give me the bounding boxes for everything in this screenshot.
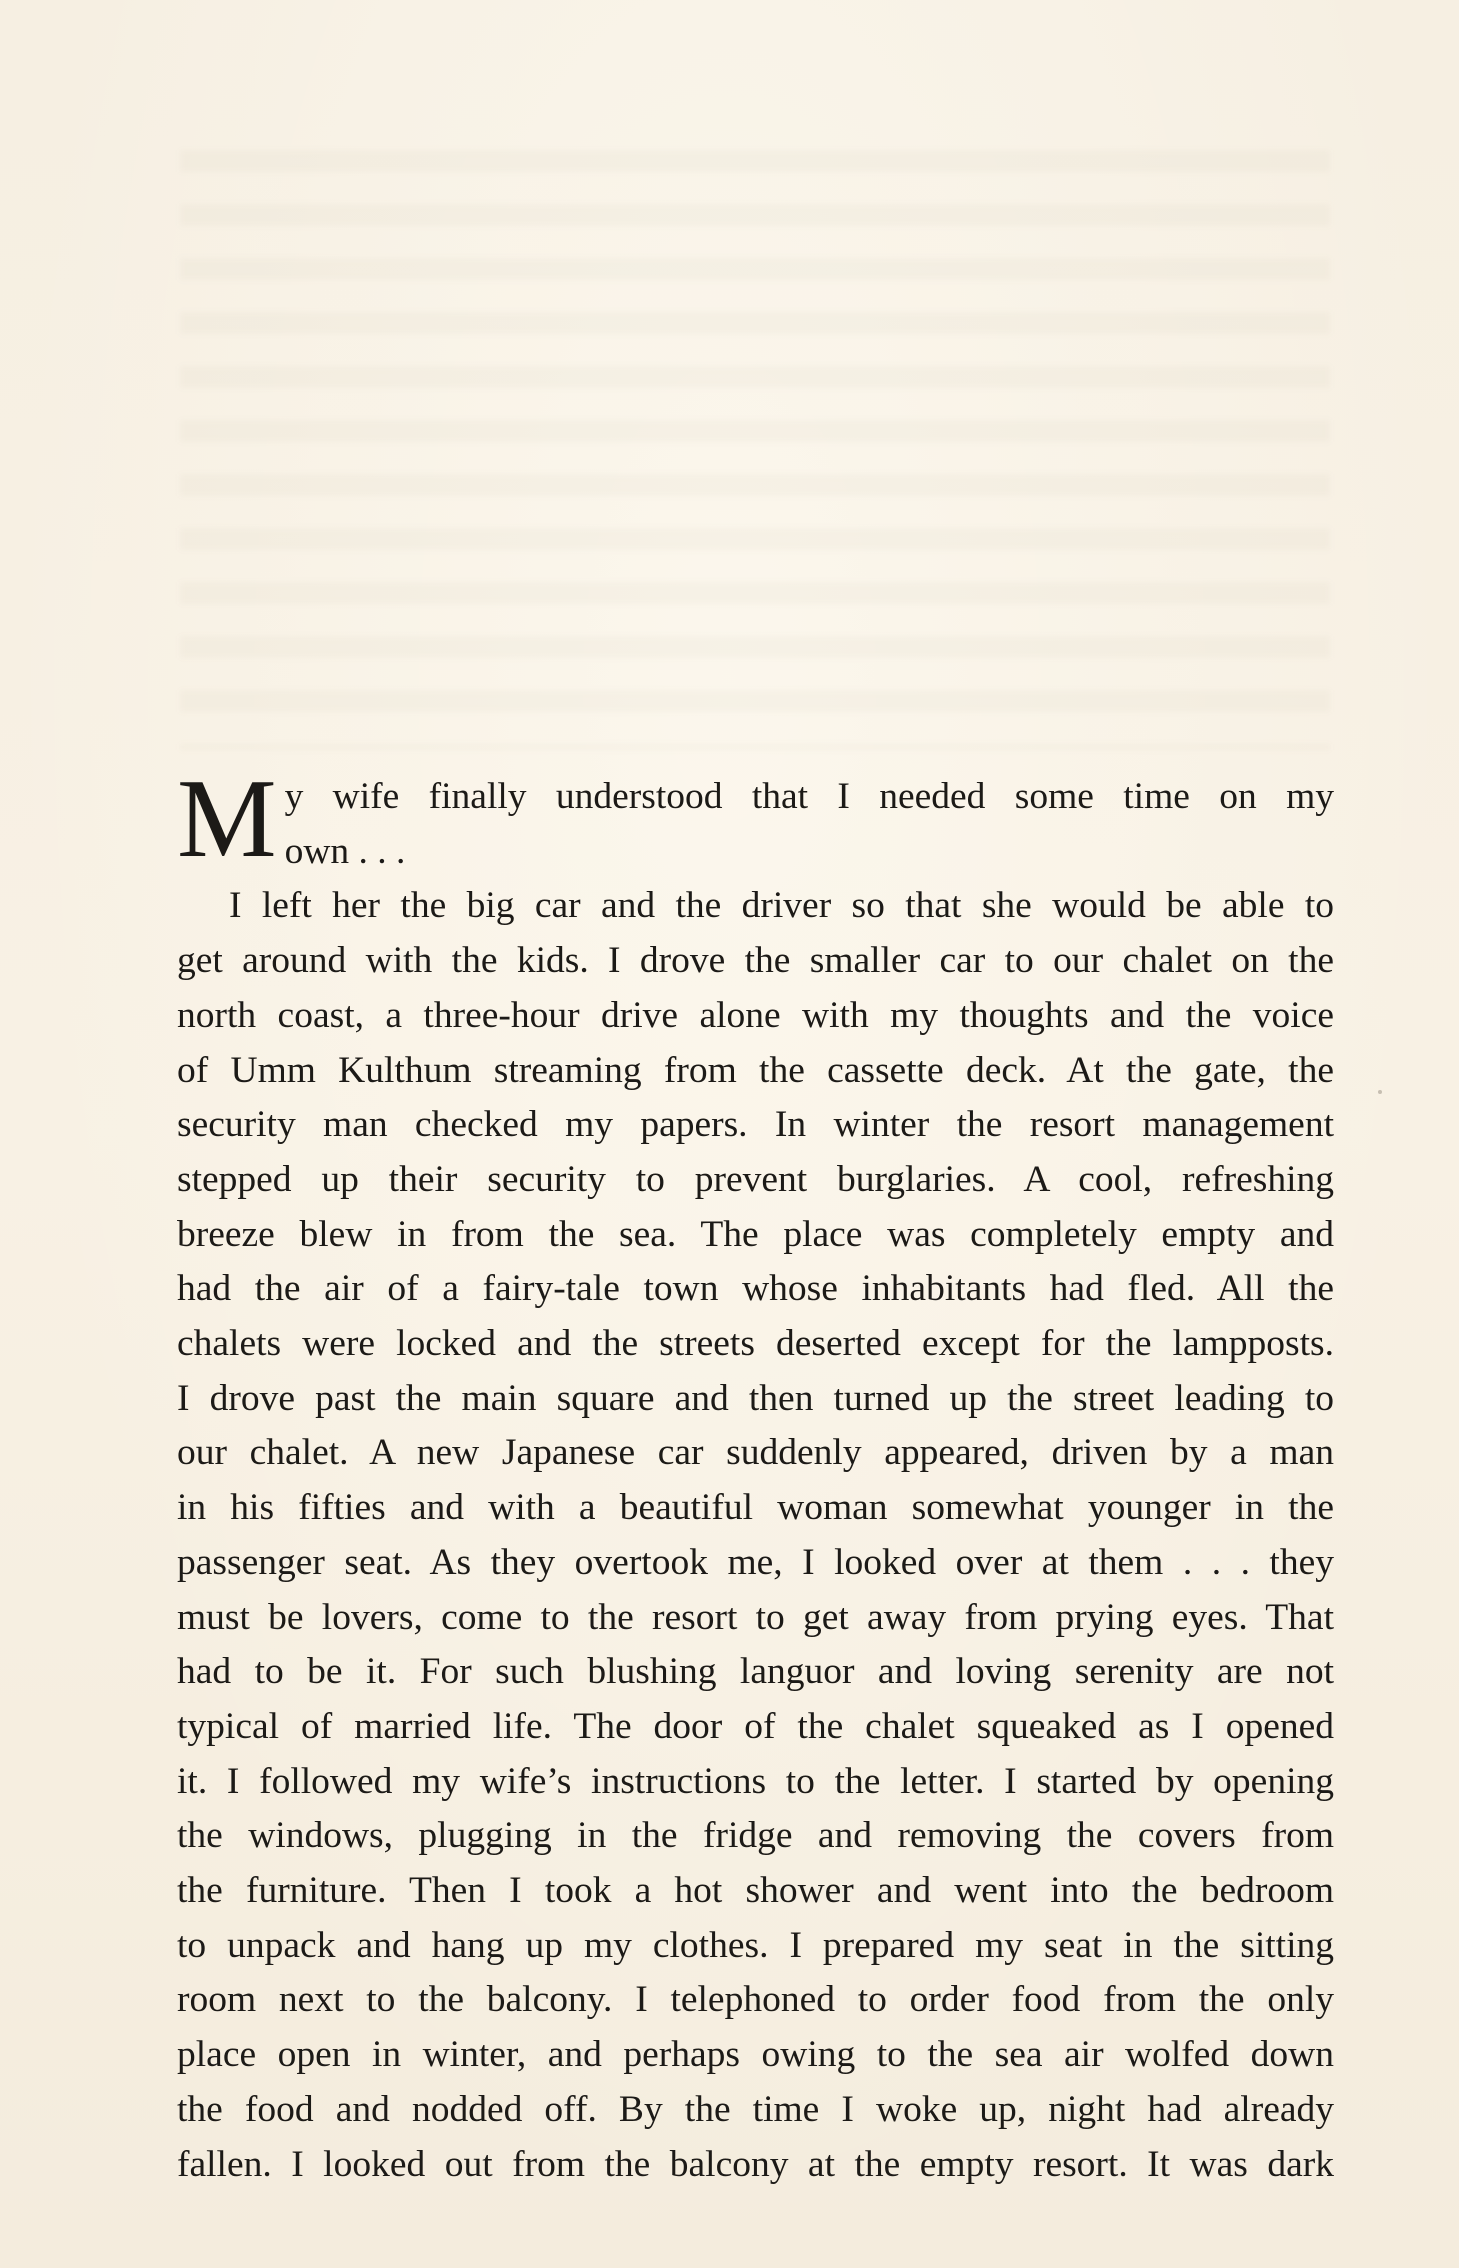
text-line: the food and nodded off. By the time I woke up, night had already xyxy=(177,2088,1334,2130)
opening-line-1: y wife finally understood that I needed some time on my xyxy=(284,776,1334,817)
text-line: must be lovers, come to the resort to get away from prying eyes. That xyxy=(177,1596,1334,1638)
text-line: I left her the big car and the driver so that she would be able to xyxy=(229,885,1334,927)
text-line: our chalet. A new Japanese car suddenly appeared, driven by a man xyxy=(177,1432,1334,1474)
text-line: it. I followed my wife’s instructions to the letter. I started by opening xyxy=(177,1760,1334,1802)
text-line: fallen. I looked out from the balcony at the empty resort. It was dark xyxy=(177,2143,1334,2185)
text-line: the windows, plugging in the fridge and removing the covers from xyxy=(177,1815,1334,1857)
text-line: north coast, a three-hour drive alone with my thoughts and the voice xyxy=(177,994,1334,1036)
text-line: room next to the balcony. I telephoned to order food from the only xyxy=(177,1979,1334,2021)
text-line: had the air of a fairy-tale town whose inhabitants had fled. All the xyxy=(177,1268,1334,1310)
opening-line-2: own . . . xyxy=(284,830,406,872)
text-line: had to be it. For such blushing languor and loving serenity are not xyxy=(177,1651,1334,1693)
text-line: security man checked my papers. In winter the resort management xyxy=(177,1104,1334,1146)
drop-cap: M xyxy=(177,757,277,881)
text-line: to unpack and hang up my clothes. I prepared my seat in the sitting xyxy=(177,1924,1334,1966)
body-text xyxy=(177,757,1334,2192)
text-line: place open in winter, and perhaps owing to the sea air wolfed down xyxy=(177,2034,1334,2076)
text-line: the furniture. Then I took a hot shower and went into the bedroom xyxy=(177,1870,1334,1912)
text-line: passenger seat. As they overtook me, I looked over at them . . . they xyxy=(177,1541,1334,1583)
text-line: stepped up their security to prevent burglaries. A cool, refreshing xyxy=(177,1158,1334,1200)
text-line: typical of married life. The door of the chalet squeaked as I opened xyxy=(177,1705,1334,1747)
text-line: of Umm Kulthum streaming from the cassette deck. At the gate, the xyxy=(177,1049,1334,1091)
text-line: get around with the kids. I drove the smaller car to our chalet on the xyxy=(177,940,1334,982)
show-through-texture xyxy=(180,150,1330,750)
text-line: in his fifties and with a beautiful woman somewhat younger in the xyxy=(177,1487,1334,1529)
text-line: chalets were locked and the streets deserted except for the lampposts. xyxy=(177,1323,1334,1365)
opening-paragraph xyxy=(177,757,1334,881)
text-line: breeze blew in from the sea. The place was completely empty and xyxy=(177,1213,1334,1255)
margin-speck xyxy=(1378,1090,1382,1094)
text-line: I drove past the main square and then turned up the street leading to xyxy=(177,1377,1334,1419)
